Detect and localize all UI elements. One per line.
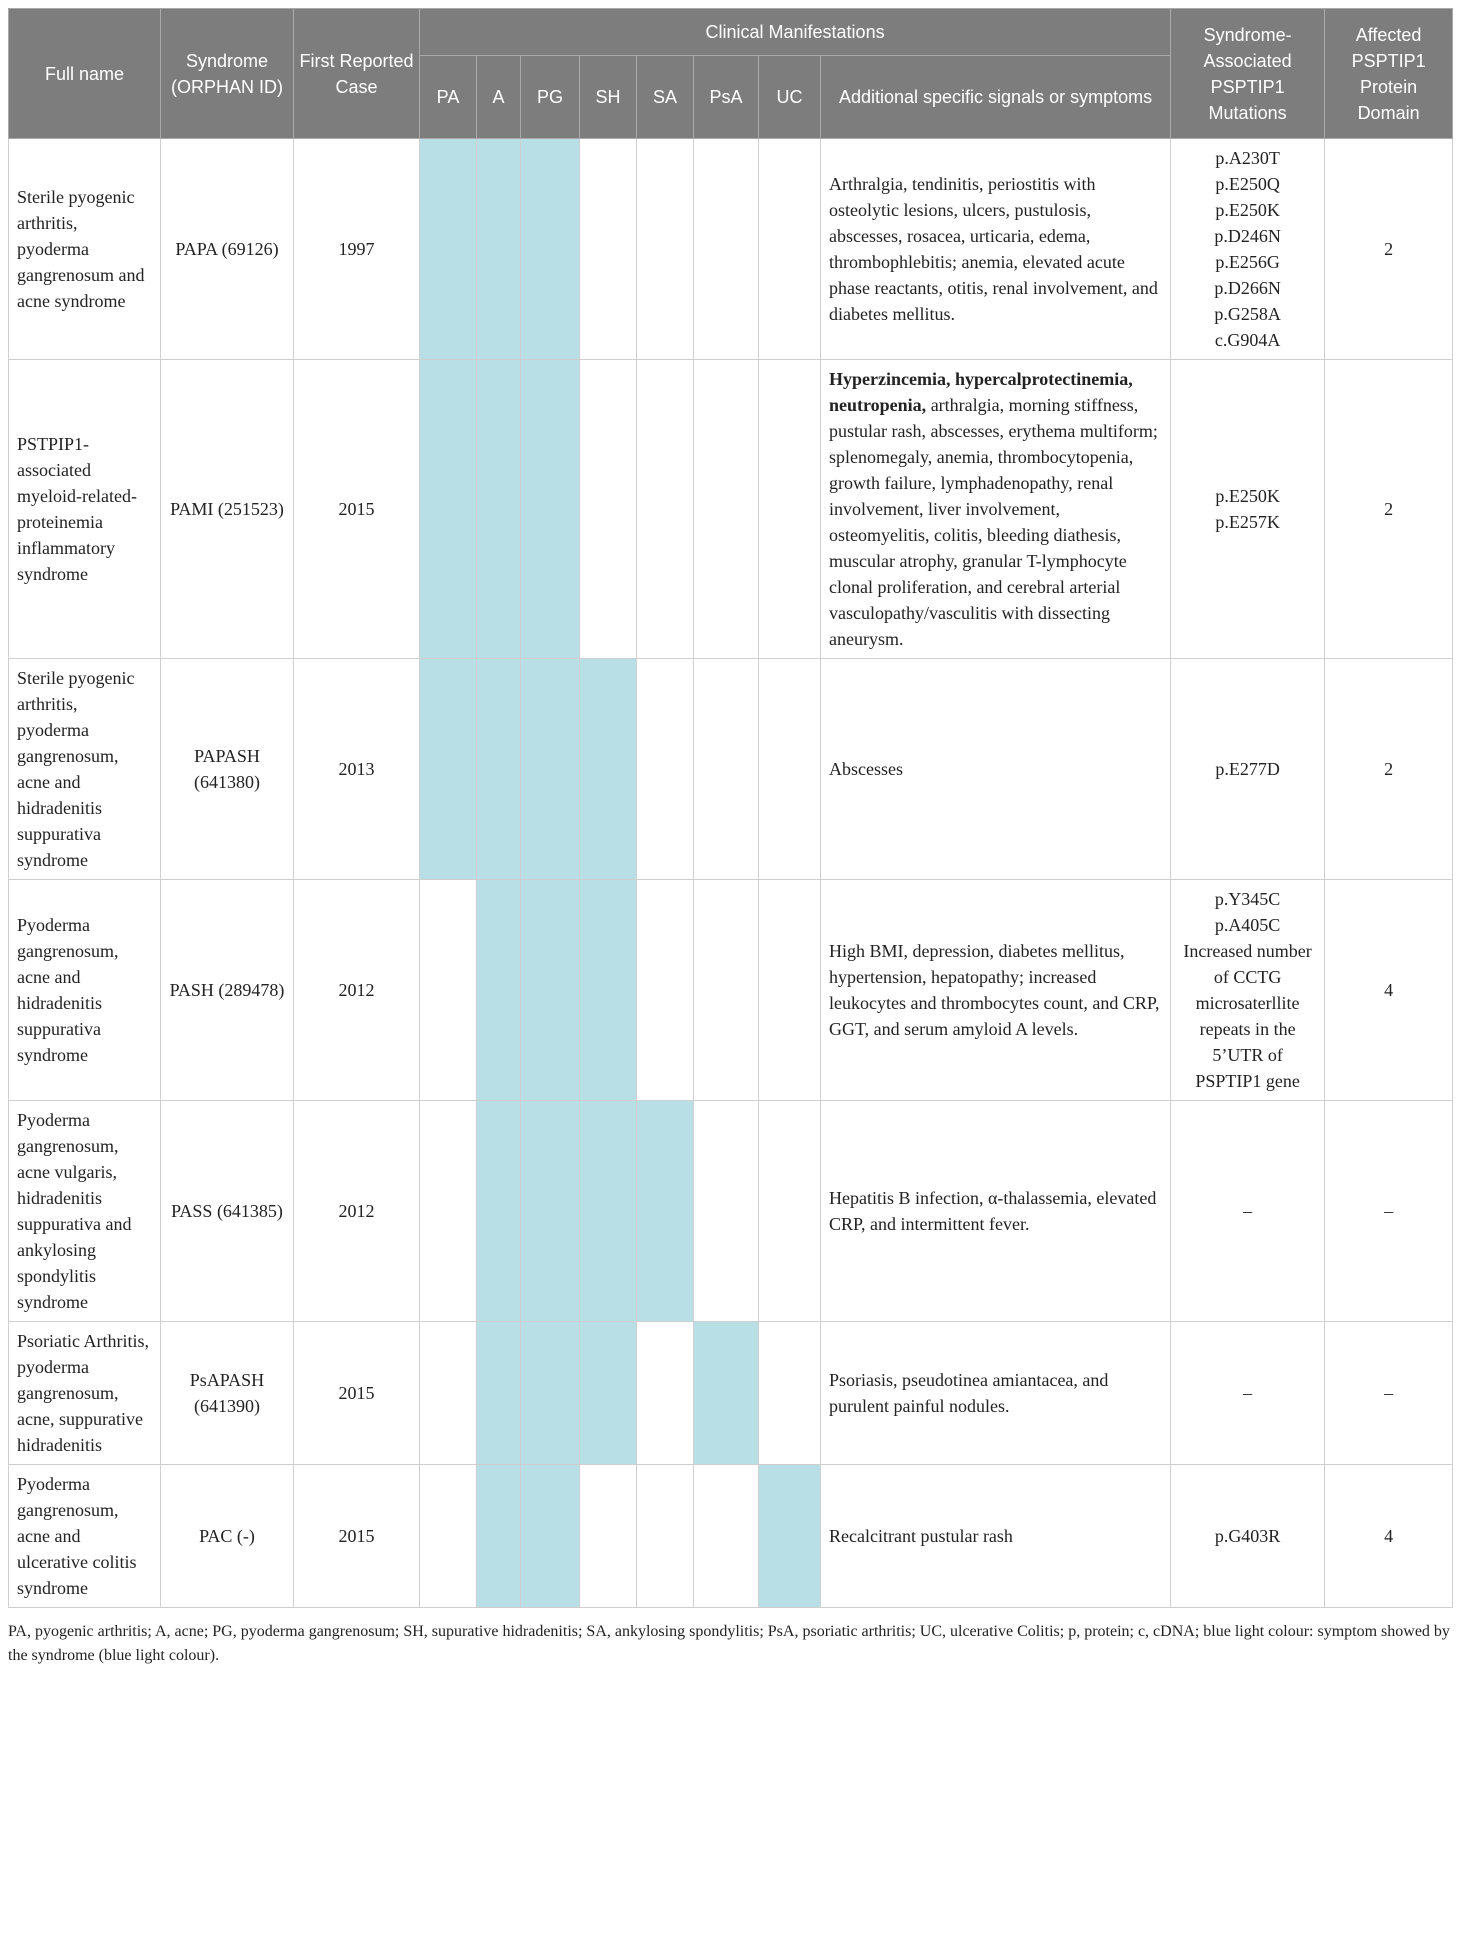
table-row — [9, 139, 1453, 360]
header-col-a: A — [477, 56, 521, 139]
table-row — [9, 1322, 1453, 1465]
cell-flag-psa — [694, 1322, 759, 1465]
header-col-psa: PsA — [694, 56, 759, 139]
cell-first-reported: 2012 — [294, 1101, 420, 1322]
cell-flag-psa — [694, 360, 759, 659]
cell-protein-domain: 2 — [1325, 139, 1453, 360]
cell-flag-pa — [420, 360, 477, 659]
mutation-item: p.E277D — [1215, 759, 1280, 779]
header-col-pg: PG — [521, 56, 580, 139]
cell-full-name: Sterile pyogenic arthritis, pyoderma gangrenosum and acne syndrome — [9, 139, 161, 360]
cell-syndrome: PAMI (251523) — [161, 360, 294, 659]
cell-additional-signals — [821, 1101, 1171, 1322]
cell-full-name: Pyoderma gangrenosum, acne and ulcerative colitis syndrome — [9, 1465, 161, 1608]
cell-mutations — [1171, 880, 1325, 1101]
cell-flag-sa — [637, 880, 694, 1101]
table-footnote: PA, pyogenic arthritis; A, acne; PG, pyoderma gangrenosum; SH, supurative hidradenitis; SA, ankylosing spondylitis; PsA, psoriatic arthritis; UC, ulcerative Colitis; p, protein; c, cDNA; blue light colour: symptom showed by the syndrome (blue light colour). — [8, 1623, 1450, 1664]
cell-flag-psa — [694, 139, 759, 360]
table-row — [9, 1465, 1453, 1608]
table-body — [9, 139, 1453, 1608]
cell-mutations — [1171, 360, 1325, 659]
cell-flag-a — [477, 139, 521, 360]
cell-flag-sa — [637, 1322, 694, 1465]
cell-flag-pg — [521, 659, 580, 880]
cell-flag-pg — [521, 1101, 580, 1322]
cell-first-reported: 2015 — [294, 1465, 420, 1608]
cell-flag-sa — [637, 360, 694, 659]
cell-flag-uc — [759, 1465, 821, 1608]
cell-flag-pa — [420, 139, 477, 360]
cell-protein-domain: – — [1325, 1101, 1453, 1322]
cell-flag-sh — [580, 659, 637, 880]
cell-full-name: Pyoderma gangrenosum, acne vulgaris, hidradenitis suppurativa and ankylosing spondylitis syndrome — [9, 1101, 161, 1322]
additional-signals-text: Arthralgia, tendinitis, periostitis with osteolytic lesions, ulcers, pustulosis, abscesses, rosacea, urticaria, edema, thrombophlebitis; anemia, elevated acute phase reactants, otitis, renal involvement, and diabetes mellitus. — [829, 174, 1158, 324]
cell-flag-pg — [521, 1322, 580, 1465]
cell-mutations — [1171, 659, 1325, 880]
mutation-item: p.D246N — [1214, 226, 1281, 246]
cell-protein-domain: 4 — [1325, 1465, 1453, 1608]
cell-flag-psa — [694, 1101, 759, 1322]
mutation-item: p.G258A — [1214, 304, 1281, 324]
cell-syndrome: PAC (-) — [161, 1465, 294, 1608]
mutation-item: p.Y345C — [1214, 889, 1281, 909]
header-additional-signals: Additional specific signals or symptoms — [821, 56, 1171, 139]
cell-flag-sh — [580, 880, 637, 1101]
cell-first-reported: 2013 — [294, 659, 420, 880]
cell-protein-domain: 2 — [1325, 659, 1453, 880]
cell-flag-pg — [521, 1465, 580, 1608]
additional-signals-bold: Hyperzincemia, hypercalprotectinemia, neutropenia, — [829, 369, 1133, 415]
header-mutations: Syndrome-Associated PSPTIP1 Mutations — [1171, 9, 1325, 139]
mutation-item: p.E250K — [1215, 486, 1280, 506]
cell-full-name: PSTPIP1-associated myeloid-related-proteinemia inflammatory syndrome — [9, 360, 161, 659]
mutation-item: p.A405C — [1214, 915, 1281, 935]
cell-first-reported: 2012 — [294, 880, 420, 1101]
header-clinical-manifestations: Clinical Manifestations — [420, 9, 1171, 56]
cell-flag-a — [477, 1101, 521, 1322]
cell-flag-uc — [759, 1101, 821, 1322]
cell-flag-pa — [420, 1465, 477, 1608]
cell-flag-uc — [759, 139, 821, 360]
cell-flag-psa — [694, 880, 759, 1101]
cell-protein-domain: 2 — [1325, 360, 1453, 659]
cell-flag-uc — [759, 1322, 821, 1465]
cell-flag-a — [477, 659, 521, 880]
cell-mutations — [1171, 139, 1325, 360]
cell-mutations — [1171, 1101, 1325, 1322]
cell-additional-signals — [821, 1465, 1171, 1608]
cell-flag-sa — [637, 139, 694, 360]
table-row — [9, 659, 1453, 880]
mutation-item: p.E250Q — [1215, 174, 1280, 194]
cell-flag-a — [477, 880, 521, 1101]
additional-signals-text: arthralgia, morning stiffness, pustular rash, abscesses, erythema multiform; splenomegaly, anemia, thrombocytopenia, growth failure, lymphadenopathy, renal involvement, liver involvement, osteomyelitis, colitis, bleeding diathesis, muscular atrophy, granular T-lymphocyte clonal proliferation, and cerebral arterial vasculopathy/vasculitis with dissecting aneurysm. — [829, 395, 1158, 649]
cell-mutations — [1171, 1465, 1325, 1608]
mutation-item: – — [1243, 1201, 1253, 1221]
additional-signals-text: Hepatitis B infection, α-thalassemia, elevated CRP, and intermittent fever. — [829, 1188, 1157, 1234]
header-syndrome: Syndrome (ORPHAN ID) — [161, 9, 294, 139]
cell-flag-uc — [759, 659, 821, 880]
cell-protein-domain: 4 — [1325, 880, 1453, 1101]
cell-first-reported: 1997 — [294, 139, 420, 360]
cell-syndrome: PAPA (69126) — [161, 139, 294, 360]
header-protein-domain: Affected PSPTIP1 Protein Domain — [1325, 9, 1453, 139]
cell-full-name: Sterile pyogenic arthritis, pyoderma gangrenosum, acne and hidradenitis suppurativa syndrome — [9, 659, 161, 880]
cell-flag-pa — [420, 880, 477, 1101]
cell-flag-a — [477, 1322, 521, 1465]
table-header — [9, 9, 1453, 139]
cell-additional-signals — [821, 880, 1171, 1101]
mutation-item: p.D266N — [1214, 278, 1281, 298]
header-full-name: Full name — [9, 9, 161, 139]
mutation-item: p.A230T — [1215, 148, 1280, 168]
cell-flag-uc — [759, 880, 821, 1101]
cell-flag-pa — [420, 1101, 477, 1322]
mutation-item: p.E250K — [1215, 200, 1280, 220]
cell-additional-signals — [821, 659, 1171, 880]
cell-additional-signals — [821, 139, 1171, 360]
cell-flag-psa — [694, 659, 759, 880]
cell-mutations — [1171, 1322, 1325, 1465]
cell-flag-sh — [580, 1322, 637, 1465]
cell-full-name: Psoriatic Arthritis, pyoderma gangrenosum, acne, suppurative hidradenitis — [9, 1322, 161, 1465]
cell-flag-psa — [694, 1465, 759, 1608]
cell-protein-domain: – — [1325, 1322, 1453, 1465]
syndrome-table — [8, 8, 1453, 1608]
additional-signals-text: Psoriasis, pseudotinea amiantacea, and purulent painful nodules. — [829, 1370, 1109, 1416]
header-col-pa: PA — [420, 56, 477, 139]
header-col-uc: UC — [759, 56, 821, 139]
cell-flag-pg — [521, 360, 580, 659]
mutation-item: p.G403R — [1214, 1526, 1281, 1546]
additional-signals-text: High BMI, depression, diabetes mellitus, hypertension, hepatopathy; increased leukocytes and thrombocytes count, and CRP, GGT, and serum amyloid A levels. — [829, 941, 1160, 1039]
cell-flag-sa — [637, 1101, 694, 1322]
header-col-sh: SH — [580, 56, 637, 139]
table-row — [9, 880, 1453, 1101]
cell-flag-sa — [637, 1465, 694, 1608]
cell-flag-a — [477, 360, 521, 659]
cell-flag-pa — [420, 659, 477, 880]
header-col-sa: SA — [637, 56, 694, 139]
table-row — [9, 1101, 1453, 1322]
cell-flag-sh — [580, 1101, 637, 1322]
additional-signals-text: Abscesses — [829, 759, 903, 779]
cell-first-reported: 2015 — [294, 360, 420, 659]
mutation-item: p.E256G — [1215, 252, 1280, 272]
cell-additional-signals — [821, 360, 1171, 659]
cell-flag-sh — [580, 360, 637, 659]
cell-syndrome: PAPASH (641380) — [161, 659, 294, 880]
cell-flag-uc — [759, 360, 821, 659]
additional-signals-text: Recalcitrant pustular rash — [829, 1526, 1013, 1546]
cell-full-name: Pyoderma gangrenosum, acne and hidradenitis suppurativa syndrome — [9, 880, 161, 1101]
mutation-item: c.G904A — [1214, 330, 1281, 350]
cell-flag-pg — [521, 880, 580, 1101]
table-row — [9, 360, 1453, 659]
mutation-item: p.E257K — [1215, 512, 1280, 532]
cell-syndrome: PASH (289478) — [161, 880, 294, 1101]
table-container — [8, 8, 1452, 1668]
cell-syndrome: PsAPASH (641390) — [161, 1322, 294, 1465]
cell-first-reported: 2015 — [294, 1322, 420, 1465]
cell-flag-pg — [521, 139, 580, 360]
cell-flag-sa — [637, 659, 694, 880]
mutation-item: Increased number of CCTG microsaterllite repeats in the 5’UTR of PSPTIP1 gene — [1183, 941, 1312, 1091]
cell-flag-sh — [580, 139, 637, 360]
cell-flag-a — [477, 1465, 521, 1608]
cell-flag-pa — [420, 1322, 477, 1465]
header-first-reported: First Reported Case — [294, 9, 420, 139]
cell-additional-signals — [821, 1322, 1171, 1465]
mutation-item: – — [1243, 1383, 1253, 1403]
cell-flag-sh — [580, 1465, 637, 1608]
cell-syndrome: PASS (641385) — [161, 1101, 294, 1322]
